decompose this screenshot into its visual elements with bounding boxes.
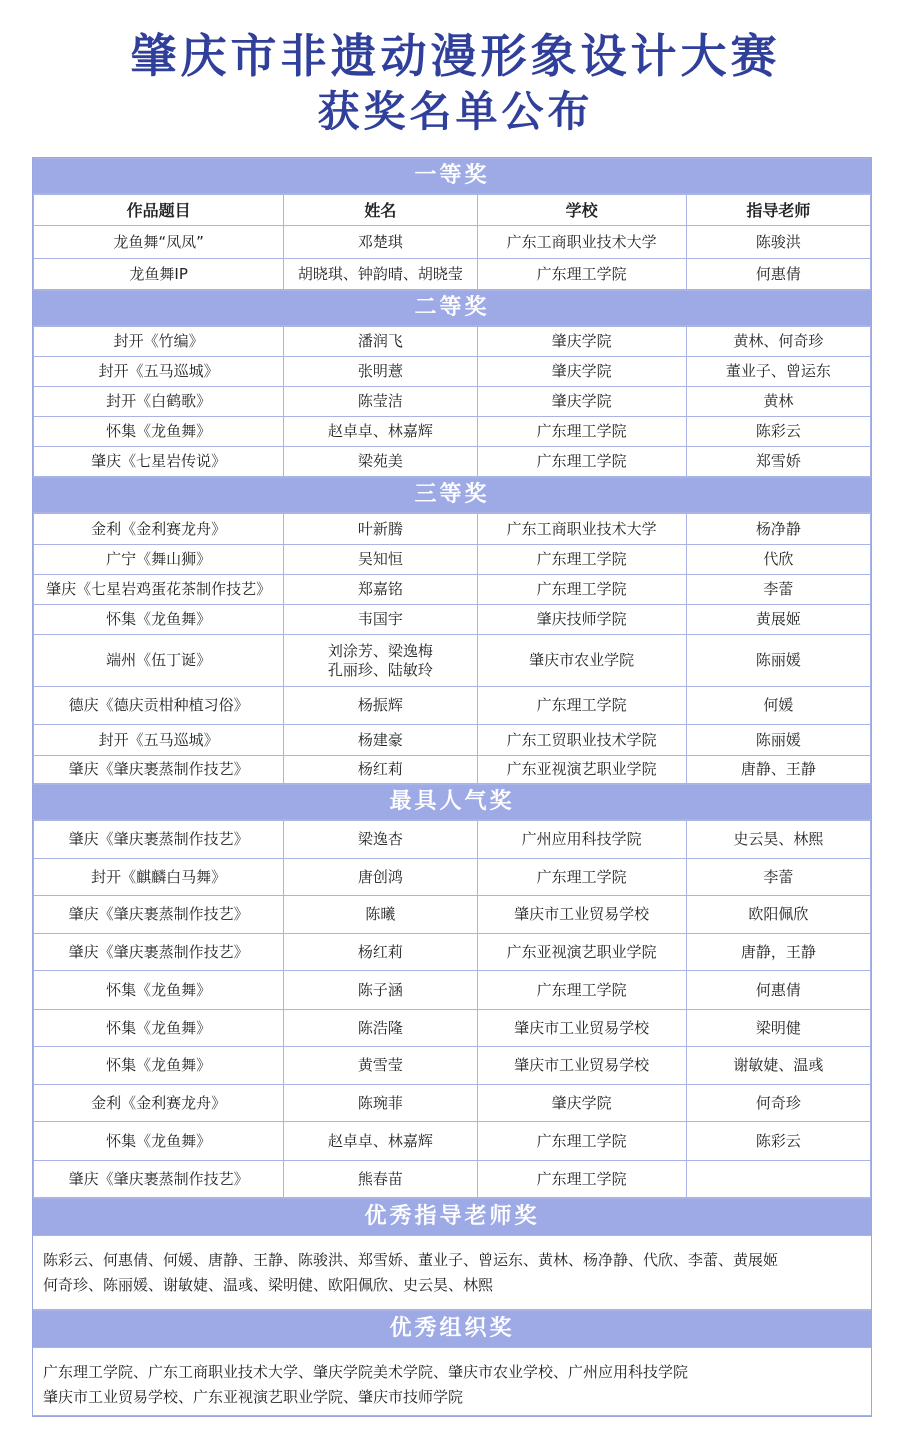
work-title-cell: 怀集《龙鱼舞》 xyxy=(34,1047,284,1085)
author-name: 叶新腾 xyxy=(357,519,403,538)
author-name: 杨建豪 xyxy=(357,730,403,749)
author-name: 杨红莉 xyxy=(357,942,403,961)
teacher-cell: 黄林 xyxy=(686,387,870,417)
author-cell xyxy=(284,514,477,545)
author-name: 刘涂芳、梁逸梅 xyxy=(327,641,433,660)
author-name: 邓楚琪 xyxy=(357,232,403,251)
column-header: 作品题目 xyxy=(34,195,284,226)
teacher-cell: 唐静，王静 xyxy=(686,934,870,971)
author-name: 赵卓卓、林嘉辉 xyxy=(327,422,433,440)
school-cell: 肇庆学院 xyxy=(477,387,686,417)
org-award-list-line: 肇庆市工业贸易学校、广东亚视演艺职业学院、肇庆市技师学院 xyxy=(43,1388,464,1406)
school-cell: 广东亚视演艺职业学院 xyxy=(477,756,686,784)
author-name: 吴知恒 xyxy=(357,550,403,568)
teacher-cell: 谢敏婕、温彧 xyxy=(686,1047,870,1085)
column-header: 姓名 xyxy=(284,195,477,226)
work-title-cell: 封开《白鹤歌》 xyxy=(34,387,284,417)
first-prize-band: 一等奖 xyxy=(33,158,871,194)
table-row xyxy=(34,1122,871,1161)
work-title-cell: 龙鱼舞“凤凤” xyxy=(34,226,284,259)
school-cell: 广东理工学院 xyxy=(477,575,686,605)
teacher-cell: 陈彩云 xyxy=(686,417,870,447)
work-title-cell: 金利《金利赛龙舟》 xyxy=(34,1085,284,1122)
work-title-cell: 肇庆《七星岩传说》 xyxy=(34,447,284,477)
teacher-cell: 欧阳佩欣 xyxy=(686,896,870,934)
author-name: 陈曦 xyxy=(365,905,396,923)
work-title-cell: 龙鱼舞IP xyxy=(34,259,284,290)
award-list xyxy=(32,157,872,1417)
work-title-cell: 广宁《舞山狮》 xyxy=(34,545,284,575)
work-title-cell: 怀集《龙鱼舞》 xyxy=(34,971,284,1010)
table-row xyxy=(34,687,871,725)
school-cell: 广东理工学院 xyxy=(477,1161,686,1198)
author-cell xyxy=(284,1161,477,1198)
work-title-cell: 肇庆《肇庆裹蒸制作技艺》 xyxy=(34,1161,284,1198)
author-cell xyxy=(284,545,477,575)
teacher-cell: 郑雪娇 xyxy=(686,447,870,477)
school-cell: 广东工商职业技术大学 xyxy=(477,226,686,259)
school-cell: 广东理工学院 xyxy=(477,545,686,575)
teacher-cell: 陈丽媛 xyxy=(686,725,870,756)
author-name: 胡晓琪、钟韵晴、胡晓莹 xyxy=(297,264,463,283)
table-row xyxy=(34,226,871,259)
author-cell xyxy=(284,859,477,896)
org-award-list-line: 广东理工学院、广东工商职业技术大学、肇庆学院美术学院、肇庆市农业学校、广州应用科技学院 xyxy=(43,1363,689,1381)
author-name: 熊春苗 xyxy=(357,1169,403,1188)
school-cell: 广东理工学院 xyxy=(477,259,686,290)
work-title-cell: 封开《竹编》 xyxy=(34,327,284,357)
table-row xyxy=(34,259,871,290)
author-cell xyxy=(284,821,477,859)
teacher-cell: 杨净静 xyxy=(686,514,870,545)
author-name: 赵卓卓、林嘉辉 xyxy=(327,1131,433,1150)
table-row xyxy=(34,605,871,635)
page-title: 肇庆市非遗动漫形象设计大赛 xyxy=(130,29,781,83)
work-title-cell: 金利《金利赛龙舟》 xyxy=(34,514,284,545)
teacher-award-list-line: 何奇珍、陈丽媛、谢敏婕、温彧、梁明健、欧阳佩欣、史云昊、林熙 xyxy=(43,1276,494,1294)
author-name: 韦国宇 xyxy=(357,610,403,628)
author-name: 梁苑美 xyxy=(357,452,403,470)
school-cell: 广东理工学院 xyxy=(477,687,686,725)
author-name: 张明薏 xyxy=(357,362,403,380)
popularity-award-band: 最具人气奖 xyxy=(33,784,871,820)
work-title-cell: 肇庆《肇庆裹蒸制作技艺》 xyxy=(34,821,284,859)
author-name: 郑嘉铭 xyxy=(357,580,403,598)
teacher-cell: 何奇珍 xyxy=(686,1085,870,1122)
author-cell xyxy=(284,357,477,387)
school-cell: 广东理工学院 xyxy=(477,859,686,896)
teacher-cell: 黄展姬 xyxy=(686,605,870,635)
teacher-cell: 陈彩云 xyxy=(686,1122,870,1161)
school-cell: 广东理工学院 xyxy=(477,971,686,1010)
work-title-cell: 肇庆《肇庆裹蒸制作技艺》 xyxy=(34,896,284,934)
author-name: 潘润飞 xyxy=(357,332,403,350)
teacher-award-band: 优秀指导老师奖 xyxy=(33,1198,871,1236)
work-title-cell: 封开《五马巡城》 xyxy=(34,725,284,756)
author-name: 黄雪莹 xyxy=(357,1056,403,1074)
work-title-cell: 怀集《龙鱼舞》 xyxy=(34,417,284,447)
author-name: 陈莹洁 xyxy=(357,392,403,410)
teacher-cell: 陈丽媛 xyxy=(686,635,870,687)
school-cell: 肇庆市农业学院 xyxy=(477,635,686,687)
table-row xyxy=(34,859,871,896)
school-cell: 肇庆学院 xyxy=(477,1085,686,1122)
teacher-cell: 李蕾 xyxy=(686,859,870,896)
teacher-cell: 唐静、王静 xyxy=(686,756,870,784)
table-row xyxy=(34,1085,871,1122)
teacher-cell: 史云昊、林熙 xyxy=(686,821,870,859)
author-cell xyxy=(284,605,477,635)
table-row xyxy=(34,447,871,477)
page-subtitle: 获奖名单公布 xyxy=(317,87,594,136)
author-cell xyxy=(284,896,477,934)
school-cell: 广州应用科技学院 xyxy=(477,821,686,859)
author-cell xyxy=(284,387,477,417)
author-name: 孔丽珍、陆敏玲 xyxy=(327,660,433,679)
teacher-cell: 何媛 xyxy=(686,687,870,725)
work-title-cell: 怀集《龙鱼舞》 xyxy=(34,1122,284,1161)
teacher-cell: 陈骏洪 xyxy=(686,226,870,259)
table-row xyxy=(34,514,871,545)
school-cell: 广东工贸职业技术学院 xyxy=(477,725,686,756)
table-row xyxy=(34,821,871,859)
table-row xyxy=(34,387,871,417)
author-name: 梁逸杏 xyxy=(357,830,403,848)
school-cell: 肇庆学院 xyxy=(477,357,686,387)
table-row xyxy=(34,934,871,971)
work-title-cell: 封开《五马巡城》 xyxy=(34,357,284,387)
work-title-cell: 肇庆《肇庆裹蒸制作技艺》 xyxy=(34,934,284,971)
school-cell: 广东理工学院 xyxy=(477,1122,686,1161)
teacher-cell: 何惠倩 xyxy=(686,971,870,1010)
school-cell: 肇庆市工业贸易学校 xyxy=(477,1047,686,1085)
table-row xyxy=(34,971,871,1010)
teacher-cell: 梁明健 xyxy=(686,1010,870,1047)
work-title-cell: 肇庆《肇庆裹蒸制作技艺》 xyxy=(34,756,284,784)
author-cell xyxy=(284,1010,477,1047)
teacher-award-list-line: 陈彩云、何惠倩、何媛、唐静、王静、陈骏洪、郑雪娇、董业子、曾运东、黄林、杨净静、代欣、李蕾、黄展姬 xyxy=(43,1251,779,1269)
work-title-cell: 怀集《龙鱼舞》 xyxy=(34,605,284,635)
table-row xyxy=(34,417,871,447)
work-title-cell: 端州《伍丁诞》 xyxy=(34,635,284,687)
school-cell: 肇庆学院 xyxy=(477,327,686,357)
author-cell xyxy=(284,971,477,1010)
table-row xyxy=(34,635,871,687)
author-cell xyxy=(284,259,477,290)
column-header: 学校 xyxy=(477,195,686,226)
work-title-cell: 肇庆《七星岩鸡蛋花茶制作技艺》 xyxy=(34,575,284,605)
table-row xyxy=(34,575,871,605)
teacher-cell: 李蕾 xyxy=(686,575,870,605)
table-row xyxy=(34,756,871,784)
author-name: 杨红莉 xyxy=(357,760,403,778)
author-cell xyxy=(284,417,477,447)
second-prize-band: 二等奖 xyxy=(33,290,871,326)
author-name: 陈琬菲 xyxy=(357,1093,403,1112)
school-cell: 广东亚视演艺职业学院 xyxy=(477,934,686,971)
work-title-cell: 怀集《龙鱼舞》 xyxy=(34,1010,284,1047)
author-cell xyxy=(284,934,477,971)
table-row xyxy=(34,357,871,387)
table-row xyxy=(34,896,871,934)
teacher-cell: 黄林、何奇珍 xyxy=(686,327,870,357)
third-prize-band: 三等奖 xyxy=(33,477,871,513)
school-cell: 肇庆技师学院 xyxy=(477,605,686,635)
school-cell: 广东理工学院 xyxy=(477,447,686,477)
work-title-cell: 德庆《德庆贡柑种植习俗》 xyxy=(34,687,284,725)
author-cell xyxy=(284,687,477,725)
org-award-list xyxy=(33,1348,871,1416)
org-award-band: 优秀组织奖 xyxy=(33,1310,871,1348)
author-cell xyxy=(284,226,477,259)
author-cell xyxy=(284,575,477,605)
author-name: 陈子涵 xyxy=(357,980,403,999)
teacher-cell xyxy=(686,1161,870,1198)
teacher-cell: 何惠倩 xyxy=(686,259,870,290)
teacher-award-list xyxy=(33,1236,871,1310)
table-row xyxy=(34,725,871,756)
author-name: 唐创鸿 xyxy=(357,867,403,886)
author-cell xyxy=(284,1047,477,1085)
author-cell xyxy=(284,756,477,784)
table-row xyxy=(34,327,871,357)
author-cell xyxy=(284,635,477,687)
table-row xyxy=(34,1047,871,1085)
school-cell: 广东工商职业技术大学 xyxy=(477,514,686,545)
author-cell xyxy=(284,1122,477,1161)
school-cell: 肇庆市工业贸易学校 xyxy=(477,896,686,934)
author-cell xyxy=(284,1085,477,1122)
author-cell xyxy=(284,447,477,477)
author-cell xyxy=(284,725,477,756)
author-name: 杨振辉 xyxy=(357,696,403,714)
column-header: 指导老师 xyxy=(686,195,870,226)
teacher-cell: 董业子、曾运东 xyxy=(686,357,870,387)
table-row xyxy=(34,1161,871,1198)
school-cell: 肇庆市工业贸易学校 xyxy=(477,1010,686,1047)
table-header-row xyxy=(34,195,871,226)
teacher-cell: 代欣 xyxy=(686,545,870,575)
author-cell xyxy=(284,327,477,357)
work-title-cell: 封开《麒麟白马舞》 xyxy=(34,859,284,896)
author-name: 陈浩隆 xyxy=(357,1018,403,1037)
table-row xyxy=(34,545,871,575)
table-row xyxy=(34,1010,871,1047)
school-cell: 广东理工学院 xyxy=(477,417,686,447)
